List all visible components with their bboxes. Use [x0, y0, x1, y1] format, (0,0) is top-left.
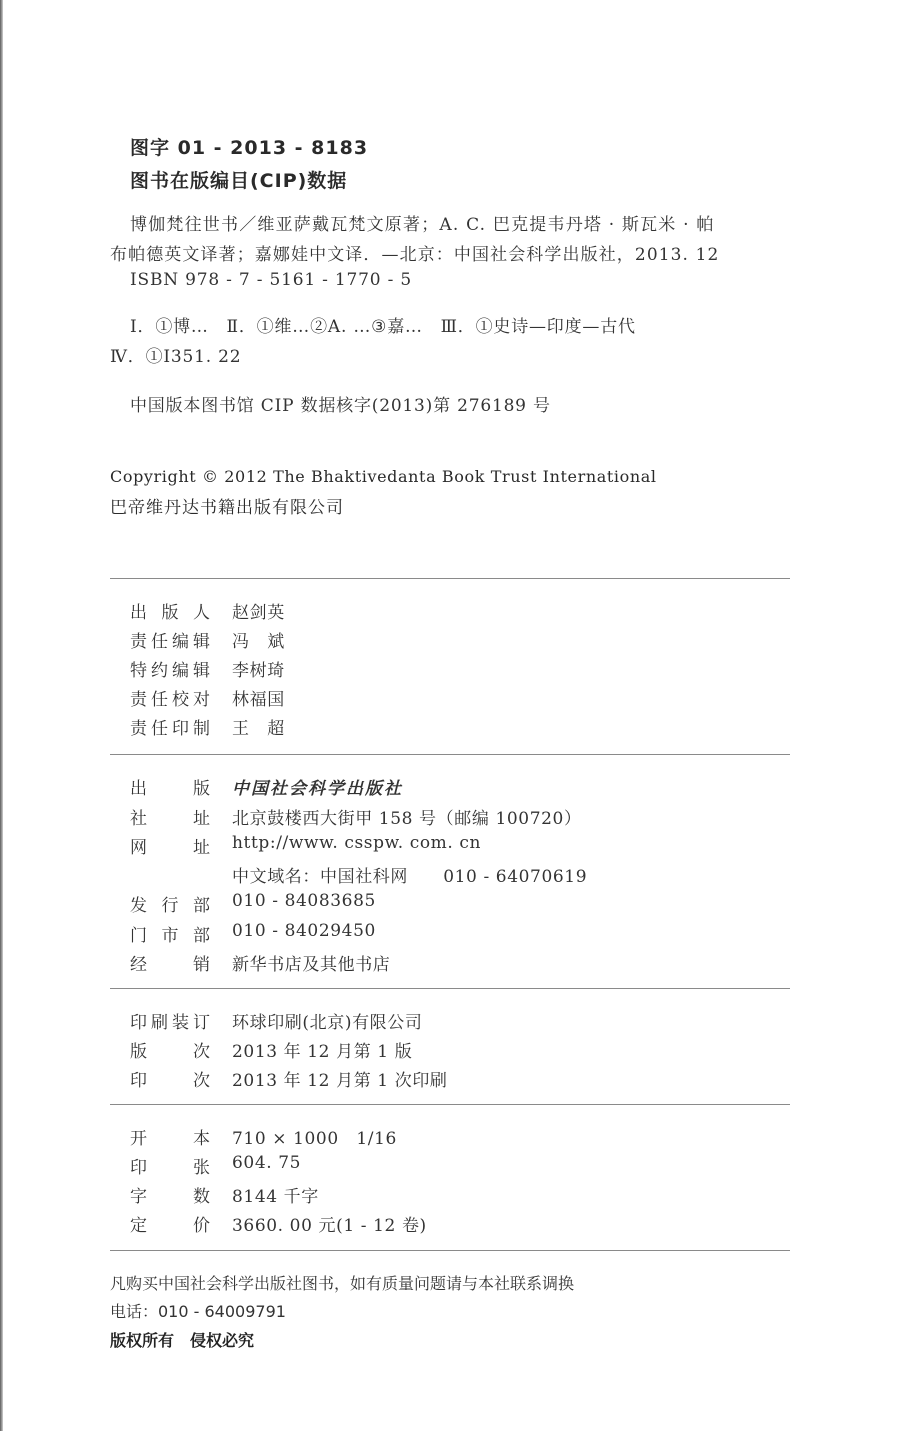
- label-char: 定: [130, 1216, 147, 1236]
- cip-record-number: 中国版本图书馆 CIP 数据核字(2013)第 276189 号: [130, 396, 551, 416]
- label-char: 辑: [193, 661, 210, 681]
- label-char: 版: [130, 1042, 147, 1062]
- label-char: 次: [193, 1042, 210, 1062]
- label-char: 字: [130, 1187, 147, 1207]
- cip-line-2: 布帕德英文译著；嘉娜娃中文译．—北京：中国社会科学出版社，2013. 12: [110, 245, 720, 265]
- staff-label-editor: [130, 627, 210, 652]
- staff-value-printing-supervisor: 王 超: [232, 719, 285, 739]
- staff-label-special-editor: [130, 656, 210, 681]
- spec-label-sheets: [130, 1153, 210, 1178]
- divider: [110, 578, 790, 579]
- cip-heading: 图书在版编目(CIP)数据: [130, 170, 348, 192]
- label-char: 址: [193, 809, 210, 829]
- publisher-chinese-domain: 中文域名：中国社科网 010 - 64070619: [232, 867, 588, 887]
- label-char: 印: [172, 719, 189, 739]
- label-char: 特: [130, 661, 147, 681]
- publisher-label-distributor: [130, 950, 210, 975]
- label-char: 本: [193, 1129, 210, 1149]
- label-char: 责: [130, 690, 147, 710]
- staff-label-printing-supervisor: [130, 714, 210, 739]
- label-char: 责: [130, 632, 147, 652]
- publisher-address: 北京鼓楼西大街甲 158 号（邮编 100720）: [232, 809, 582, 829]
- staff-value-proofreader: 林福国: [232, 690, 285, 710]
- label-char: 印: [130, 1013, 147, 1033]
- spec-price: 3660. 00 元(1 - 12 卷): [232, 1216, 427, 1236]
- label-char: 版: [193, 779, 210, 799]
- printing-label-impression: [130, 1066, 210, 1091]
- rights-reserved: 版权所有 侵权必究: [110, 1331, 255, 1350]
- label-char: 装: [172, 1013, 189, 1033]
- publisher-distributor: 新华书店及其他书店: [232, 955, 391, 975]
- copyright-chinese: 巴帝维丹达书籍出版有限公司: [110, 498, 344, 518]
- isbn: ISBN 978 - 7 - 5161 - 1770 - 5: [130, 270, 412, 290]
- spec-label-word-count: [130, 1182, 210, 1207]
- label-char: 门: [130, 926, 147, 946]
- label-char: 销: [193, 955, 210, 975]
- spec-word-count: 8144 千字: [232, 1187, 319, 1207]
- publisher-label-address: [130, 804, 210, 829]
- page-spine-edge: [0, 0, 3, 1431]
- label-char: 网: [130, 838, 147, 858]
- label-char: 刷: [151, 1013, 168, 1033]
- spec-label-format: [130, 1124, 210, 1149]
- label-char: 次: [193, 1071, 210, 1091]
- publisher-label-publisher: [130, 774, 210, 799]
- label-char: 任: [151, 690, 168, 710]
- printing-label-edition: [130, 1037, 210, 1062]
- label-char: 印: [130, 1071, 147, 1091]
- label-char: 价: [193, 1216, 210, 1236]
- label-char: 制: [193, 719, 210, 739]
- divider: [110, 754, 790, 755]
- service-phone: 电话：010 - 64009791: [110, 1302, 286, 1321]
- publisher-website: http://www. csspw. com. cn: [232, 833, 482, 853]
- label-char: 辑: [193, 632, 210, 652]
- printing-edition: 2013 年 12 月第 1 版: [232, 1042, 413, 1062]
- printing-label-printer: [130, 1008, 210, 1033]
- label-char: 订: [193, 1013, 210, 1033]
- publisher-label-retail: [130, 921, 210, 946]
- spec-format: 710 × 1000 1/16: [232, 1129, 397, 1149]
- label-char: 人: [193, 603, 210, 623]
- staff-value-editor: 冯 斌: [232, 632, 285, 652]
- label-char: 发: [130, 896, 147, 916]
- label-char: 出: [130, 779, 147, 799]
- label-char: 编: [172, 632, 189, 652]
- divider: [110, 1104, 790, 1105]
- label-char: 任: [151, 719, 168, 739]
- staff-value-special-editor: 李树琦: [232, 661, 285, 681]
- classification-line-2: Ⅳ．①I351. 22: [110, 347, 242, 367]
- label-char: 出: [130, 603, 147, 623]
- label-char: 张: [193, 1158, 210, 1178]
- label-char: 任: [151, 632, 168, 652]
- publisher-distribution-phone: 010 - 84083685: [232, 891, 376, 911]
- divider: [110, 1250, 790, 1251]
- label-char: 社: [130, 809, 147, 829]
- label-char: 责: [130, 719, 147, 739]
- registration-number: 图字 01 - 2013 - 8183: [130, 137, 369, 159]
- publisher-label-website: [130, 833, 210, 858]
- classification-line-1: Ⅰ．①博… Ⅱ．①维…②A. …③嘉… Ⅲ．①史诗—印度—古代: [130, 317, 636, 337]
- spec-sheets: 604. 75: [232, 1153, 302, 1173]
- label-char: 校: [172, 690, 189, 710]
- label-char: 约: [151, 661, 168, 681]
- label-char: 对: [193, 690, 210, 710]
- cip-line-1: 博伽梵往世书／维亚萨戴瓦梵文原著；A. C. 巴克提韦丹塔 · 斯瓦米 · 帕: [130, 215, 715, 235]
- label-char: 编: [172, 661, 189, 681]
- staff-value-publisher-person: 赵剑英: [232, 603, 285, 623]
- publisher-retail-phone: 010 - 84029450: [232, 921, 376, 941]
- publisher-label-distribution: [130, 891, 210, 916]
- copyright-english: Copyright © 2012 The Bhaktivedanta Book Trust International: [110, 467, 657, 486]
- label-char: 数: [193, 1187, 210, 1207]
- label-char: 部: [193, 896, 210, 916]
- quality-notice: 凡购买中国社会科学出版社图书，如有质量问题请与本社联系调换: [110, 1274, 575, 1293]
- label-char: 版: [161, 603, 179, 623]
- staff-label-publisher-person: [130, 598, 210, 623]
- label-char: 部: [193, 926, 210, 946]
- label-char: 市: [161, 926, 179, 946]
- printing-printer: 环球印刷(北京)有限公司: [232, 1013, 423, 1033]
- divider: [110, 988, 790, 989]
- label-char: 开: [130, 1129, 147, 1149]
- staff-label-proofreader: [130, 685, 210, 710]
- label-char: 址: [193, 838, 210, 858]
- printing-impression: 2013 年 12 月第 1 次印刷: [232, 1071, 448, 1091]
- spec-label-price: [130, 1211, 210, 1236]
- label-char: 行: [161, 896, 179, 916]
- publisher-logotype: 中国社会科学出版社: [232, 779, 403, 799]
- label-char: 印: [130, 1158, 147, 1178]
- label-char: 经: [130, 955, 147, 975]
